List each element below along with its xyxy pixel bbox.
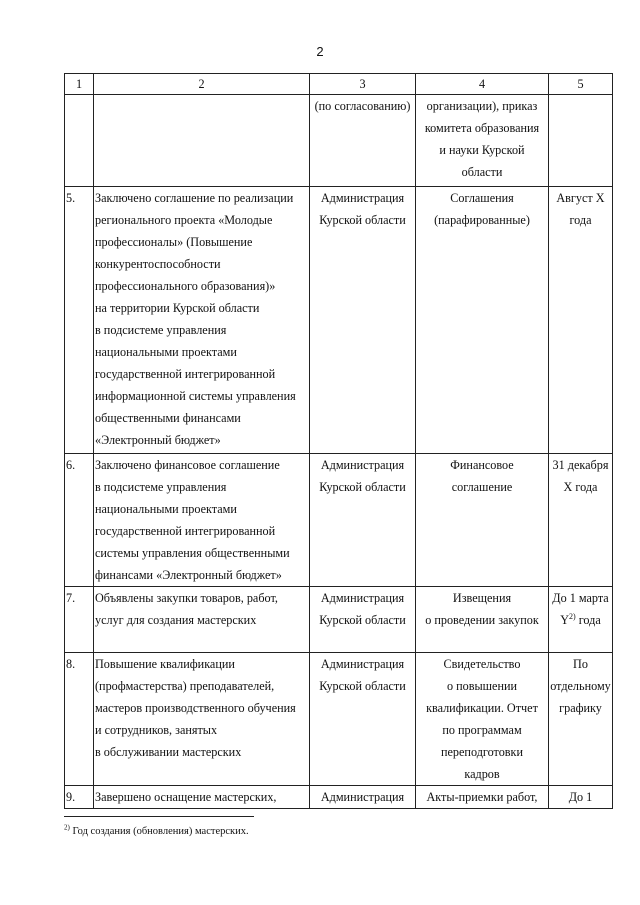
row-description xyxy=(94,187,310,454)
cell-line: Курской области xyxy=(319,679,406,693)
row-number: 7. xyxy=(65,587,94,653)
cell-line: графику xyxy=(559,701,602,715)
cell-line: По xyxy=(573,657,588,671)
cell-line: соглашение xyxy=(451,480,513,494)
row-description xyxy=(94,587,310,653)
row-deadline xyxy=(549,95,613,187)
cell-line: по программам xyxy=(442,723,522,737)
row-document xyxy=(416,454,549,587)
row-deadline xyxy=(549,587,613,653)
cell-line: о повышении xyxy=(446,679,518,693)
row-number: 9. xyxy=(65,786,94,809)
cell-line: общественными финансами xyxy=(95,411,241,425)
row-number: 5. xyxy=(65,187,94,454)
col-header-4: 4 xyxy=(416,74,549,95)
footnote-marker: 2) xyxy=(64,823,70,832)
header-row xyxy=(65,74,613,95)
cell-line: профессионального образования)» xyxy=(95,279,276,293)
cell-line: организации), приказ xyxy=(426,99,538,113)
row-deadline xyxy=(549,786,613,809)
row-description xyxy=(94,454,310,587)
cell-line: профессионалы» (Повышение xyxy=(95,235,253,249)
row-description xyxy=(94,786,310,809)
row-number: 8. xyxy=(65,653,94,786)
cell-line: Свидетельство xyxy=(443,657,521,671)
cell-line: государственной интегрированной xyxy=(95,367,276,381)
table-row xyxy=(65,187,613,454)
cell-line: в подсистеме управления xyxy=(95,323,227,337)
row-responsible xyxy=(310,786,416,809)
deadline-y: Y xyxy=(560,613,570,627)
cell-line: на территории Курской области xyxy=(95,301,260,315)
row-document xyxy=(416,587,549,653)
cell-line: Извещения xyxy=(452,591,512,605)
cell-line: государственной интегрированной xyxy=(95,524,276,538)
cell-line: Заключено финансовое соглашение xyxy=(95,458,280,472)
table-row xyxy=(65,587,613,653)
row-document xyxy=(416,187,549,454)
cell-line: мастеров производственного обучения xyxy=(95,701,296,715)
cell-line: отдельному xyxy=(550,679,611,693)
cell-line: Объявлены закупки товаров, работ, xyxy=(95,591,278,605)
cell-line: «Электронный бюджет» xyxy=(95,433,221,447)
cell-line: услуг для создания мастерских xyxy=(95,613,257,627)
row-deadline xyxy=(549,454,613,587)
cell-line: Заключено соглашение по реализации xyxy=(95,191,294,205)
row-deadline xyxy=(549,653,613,786)
footnote-text: Год создания (обновления) мастерских. xyxy=(69,826,249,837)
cell-line: и науки Курской xyxy=(439,143,525,157)
footnote-ref: 2) xyxy=(569,611,576,621)
cell-line: Повышение квалификации xyxy=(95,657,235,671)
cell-line: национальными проектами xyxy=(95,502,237,516)
cell-line: Акты-приемки работ, xyxy=(426,790,538,804)
cell-line: комитета образования xyxy=(424,121,540,135)
cell-line: кадров xyxy=(464,767,500,781)
cell-line: До 1 xyxy=(568,790,593,804)
cell-line: Администрация xyxy=(320,790,405,804)
row-document xyxy=(416,786,549,809)
cell-line: (по согласованию) xyxy=(314,99,411,113)
row-deadline xyxy=(549,187,613,454)
cell-line: в подсистеме управления xyxy=(95,480,227,494)
row-description xyxy=(94,653,310,786)
cell-line: Администрация xyxy=(320,458,405,472)
cell-line: Администрация xyxy=(320,657,405,671)
cell-line: X года xyxy=(563,480,598,494)
cell-line: (парафированные) xyxy=(434,213,530,227)
col-header-2: 2 xyxy=(94,74,310,95)
col-header-1: 1 xyxy=(65,74,94,95)
row-number: 6. xyxy=(65,454,94,587)
cell-line: Администрация xyxy=(320,191,405,205)
cell-line: 31 декабря xyxy=(552,458,609,472)
cell-line: года xyxy=(569,213,592,227)
row-document xyxy=(416,653,549,786)
cell-line: регионального проекта «Молодые xyxy=(95,213,273,227)
row-description xyxy=(94,95,310,187)
row-responsible xyxy=(310,187,416,454)
table-row xyxy=(65,454,613,587)
col-header-3: 3 xyxy=(310,74,416,95)
row-responsible xyxy=(310,653,416,786)
table-row xyxy=(65,653,613,786)
cell-line: в обслуживании мастерских xyxy=(95,745,242,759)
deadline-year: года xyxy=(575,613,601,627)
cell-line: конкурентоспособности xyxy=(95,257,221,271)
cell-line: национальными проектами xyxy=(95,345,237,359)
row-responsible xyxy=(310,587,416,653)
cell-line: информационной системы управления xyxy=(95,389,296,403)
table-row xyxy=(65,95,613,187)
row-number xyxy=(65,95,94,187)
cell-line xyxy=(550,609,611,631)
cell-line: Курской области xyxy=(319,613,406,627)
plan-table xyxy=(64,73,613,809)
cell-line: Август X xyxy=(556,191,605,205)
cell-line: области xyxy=(461,165,503,179)
cell-line: Администрация xyxy=(320,591,405,605)
cell-line: системы управления общественными xyxy=(95,546,290,560)
col-header-5: 5 xyxy=(549,74,613,95)
cell-line: и сотрудников, занятых xyxy=(95,723,218,737)
cell-line: переподготовки xyxy=(441,745,523,759)
cell-line: о проведении закупок xyxy=(425,613,539,627)
row-responsible xyxy=(310,95,416,187)
page-number: 2 xyxy=(316,44,324,59)
cell-line: Курской области xyxy=(319,480,406,494)
footnote-divider xyxy=(64,816,254,817)
cell-line: Завершено оснащение мастерских, xyxy=(95,790,277,804)
cell-line: финансами «Электронный бюджет» xyxy=(95,568,282,582)
footnote xyxy=(64,823,249,837)
cell-line: До 1 марта xyxy=(552,591,609,605)
cell-line: Финансовое xyxy=(450,458,514,472)
table-row xyxy=(65,786,613,809)
row-responsible xyxy=(310,454,416,587)
cell-line: (профмастерства) преподавателей, xyxy=(95,679,275,693)
cell-line: Курской области xyxy=(319,213,406,227)
cell-line: квалификации. Отчет xyxy=(426,701,538,715)
cell-line: Соглашения xyxy=(450,191,514,205)
row-document xyxy=(416,95,549,187)
